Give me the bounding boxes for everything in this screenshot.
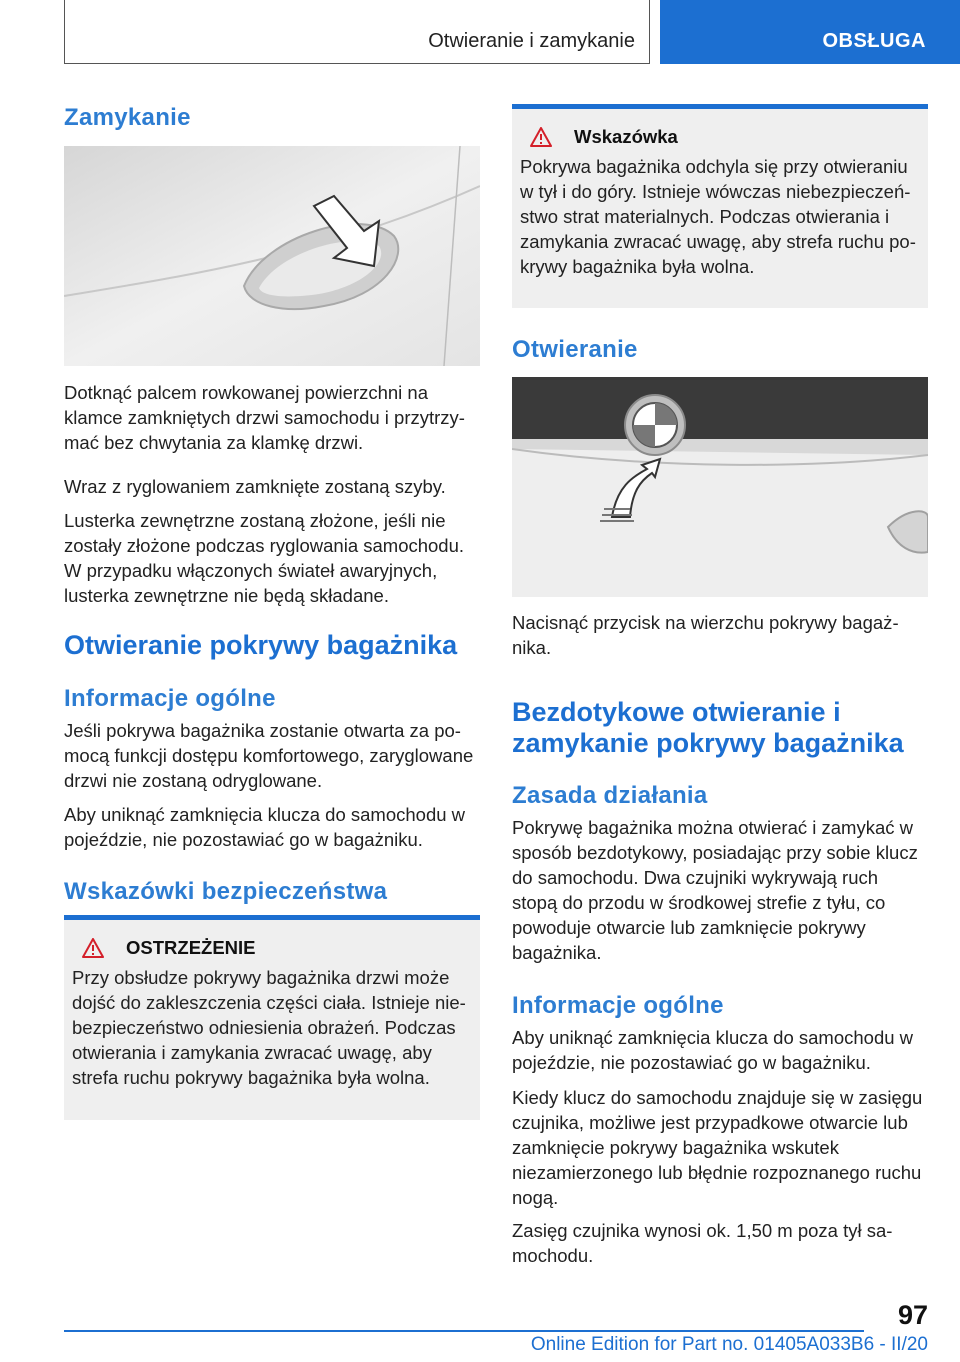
chapter-tab[interactable] (660, 0, 960, 64)
zamykanie-paragraph-1: Dotknąć palcem rowkowanej powierzchni na klamce zamkniętych drzwi samochodu i przytrzymać bez chwytania za klamkę drzwi. (64, 382, 465, 453)
footer-edition-link[interactable]: Online Edition for Part no. 01405A033B6 - II/20 (530, 1334, 928, 1355)
hint-box (512, 104, 928, 308)
hint-box-header (520, 126, 920, 148)
heading-zamykanie: Zamykanie (64, 104, 191, 131)
page-number: 97 (897, 1300, 928, 1330)
informacje-paragraph-2-right: Kiedy klucz do samochodu znajduje się w zasięgu czujnika, możliwe jest przypadkowe otwarcie lub zamknięcie pokrywy bagażnika wskutek niezamierzonego lub błędnie rozpoznanego ruchu nogą. (512, 1087, 923, 1208)
warning-box-title: OSTRZEŻENIE (126, 937, 256, 958)
heading-zasada-dzialania: Zasada działania (512, 782, 708, 809)
trunk-button-photo (512, 377, 928, 597)
warning-box-text: Przy obsłudze pokrywy bagażnika drzwi może dojść do zakleszczenia części ciała. Istnieje niebezpieczeństwo odniesienia obrażeń. Podczas otwierania i zamykania zwracać uwagę, aby strefa ruchu pokrywy bagażnika była wolna. (72, 967, 466, 1088)
zasada-paragraph-1: Pokrywę bagażnika można otwierać i zamykać w sposób bezdotykowy, posiadając przy sobie klucz do samochodu. Dwa czujniki wykrywają ruch stopą do przodu w środkowej strefie z tyłu, co powoduje otwarcie lub zamknięcie pokrywy bagażnika. (512, 817, 918, 963)
zamykanie-paragraph-2: Wraz z ryglowaniem zamknięte zostaną szyby. (64, 476, 446, 497)
door-handle-photo (64, 146, 480, 366)
heading-bezdotykowe-line2: zamykanie pokrywy bagażnika (512, 728, 904, 758)
heading-bezdotykowe-line1: Bezdotykowe otwieranie i (512, 697, 841, 727)
heading-informacje-ogolne-left: Informacje ogólne (64, 685, 276, 712)
informacje-paragraph-3-right: Zasięg czujnika wynosi ok. 1,50 m poza tył samochodu. (512, 1220, 893, 1266)
footer-rule (64, 1330, 864, 1332)
warning-triangle-icon (530, 127, 552, 147)
informacje-paragraph-2-left: Aby uniknąć zamknięcia klucza do samochodu w pojeździe, nie pozostawiać go w bagażniku. (64, 804, 466, 850)
door-handle-illustration (64, 146, 480, 366)
warning-box-header (72, 937, 472, 959)
warning-box (64, 915, 480, 1120)
section-title: Otwieranie i zamykanie (428, 30, 635, 52)
heading-informacje-ogolne-right: Informacje ogólne (512, 992, 724, 1019)
hint-box-bar (512, 104, 928, 109)
heading-wskazowki-bezpieczenstwa: Wskazówki bezpieczeństwa (64, 878, 388, 905)
trunk-button-illustration (512, 377, 928, 597)
otwieranie-paragraph-1: Nacisnąć przycisk na wierzchu pokrywy bagażnika. (512, 612, 899, 658)
informacje-paragraph-1-left: Jeśli pokrywa bagażnika zostanie otwarta za pomocą funkcji dostępu komfortowego, zaryglowane drzwi nie zostaną odryglowane. (64, 720, 474, 791)
hint-box-text: Pokrywa bagażnika odchyla się przy otwieraniu w tył i do góry. Istnieje wówczas niebezpieczeństwo strat materialnych. Podczas otwierania i zamykania zwracać uwagę, aby strefa ruchu pokrywy bagażnika była wolna. (520, 156, 916, 277)
warning-triangle-icon (82, 938, 104, 958)
heading-otwieranie: Otwieranie (512, 336, 638, 363)
informacje-paragraph-1-right: Aby uniknąć zamknięcia klucza do samochodu w pojeździe, nie pozostawiać go w bagażniku. (512, 1027, 914, 1073)
heading-otwieranie-pokrywy: Otwieranie pokrywy bagażnika (64, 630, 458, 660)
chapter-tab-label: OBSŁUGA (822, 30, 926, 52)
zamykanie-paragraph-3: Lusterka zewnętrzne zostaną złożone, jeśli nie zostały złożone podczas ryglowania samochodu. W przypadku włączonych świateł awaryjnych, lusterka zewnętrzne nie będą składane. (64, 510, 465, 606)
hint-box-title: Wskazówka (574, 126, 678, 147)
header-frame (64, 0, 650, 64)
warning-box-bar (64, 915, 480, 920)
